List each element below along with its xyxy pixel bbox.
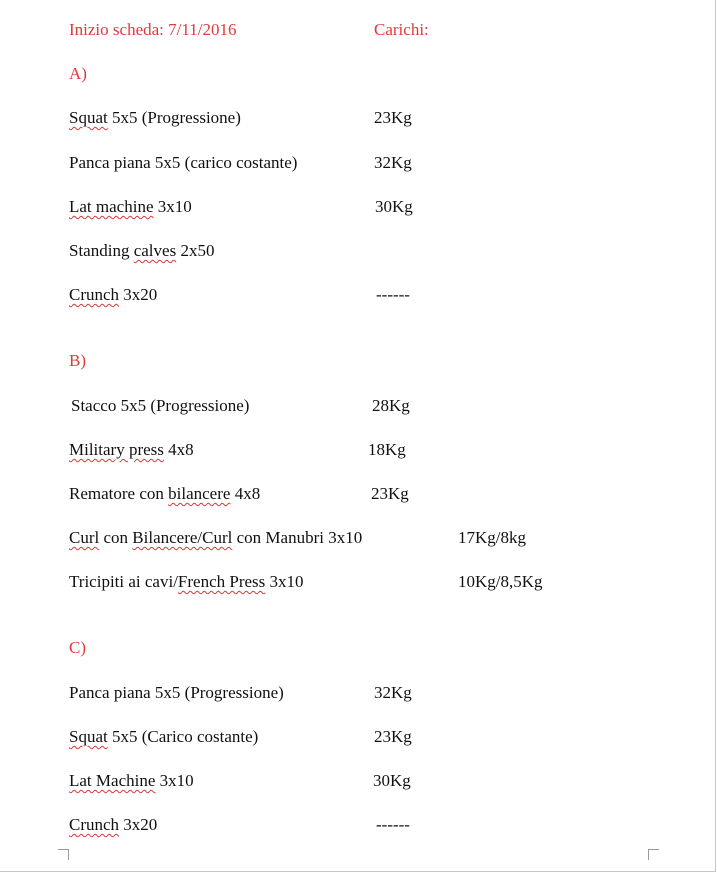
exercise-name-part: Tricipiti ai cavi/ [69, 572, 178, 591]
exercise-name-part: 4x8 [230, 484, 261, 503]
exercise-name [69, 727, 258, 747]
exercise-name-part: French Press [177, 572, 266, 591]
exercise-name-part: Standing [69, 241, 134, 260]
exercise-name [69, 440, 194, 460]
exercise-load: 17Kg/8kg [458, 528, 526, 547]
exercise-name-part: 3x10 [265, 572, 304, 591]
exercise-name: Stacco 5x5 (Progressione) [71, 396, 250, 415]
exercise-name-part: Lat Machine [69, 771, 156, 790]
exercise-name [69, 484, 260, 504]
exercise-name-part: Lat machine [69, 197, 154, 216]
exercise-load: 30Kg [373, 771, 411, 790]
exercise-name [69, 197, 192, 217]
exercise-load: 23Kg [371, 484, 409, 503]
exercise-name [69, 108, 241, 128]
exercise-load: 32Kg [374, 683, 412, 702]
exercise-name [69, 285, 157, 305]
exercise-name: Panca piana 5x5 (Progressione) [69, 683, 284, 702]
exercise-name-part: 3x10 [153, 197, 192, 216]
exercise-name-part: calves [133, 241, 177, 260]
exercise-load: 30Kg [375, 197, 413, 216]
exercise-name-part: Curl [69, 528, 100, 547]
exercise-name-part: Bilancere/Curl [132, 528, 233, 547]
exercise-name [69, 572, 304, 592]
start-date-heading: Inizio scheda: 7/11/2016 [69, 20, 237, 39]
section-a-label: A) [69, 64, 87, 83]
exercise-load: 18Kg [368, 440, 406, 459]
exercise-load: 28Kg [372, 396, 410, 415]
exercise-name-part: Crunch [69, 815, 120, 834]
exercise-name-part: 3x20 [119, 285, 158, 304]
exercise-name [69, 241, 214, 261]
exercise-name-part: 5x5 (Carico costante) [107, 727, 259, 746]
exercise-name-part: con Manubri 3x10 [232, 528, 363, 547]
exercise-name-part: 3x20 [119, 815, 158, 834]
exercise-load: 23Kg [374, 108, 412, 127]
exercise-name [69, 815, 157, 835]
exercise-load: ------ [376, 285, 410, 304]
exercise-name-part: Squat [69, 108, 108, 127]
exercise-name-part: Squat [69, 727, 108, 746]
exercise-name-part: 2x50 [176, 241, 215, 260]
exercise-load: 32Kg [374, 153, 412, 172]
exercise-name [69, 771, 194, 791]
exercise-name [69, 528, 362, 548]
margin-corner-mark [648, 849, 659, 860]
section-c-label: C) [69, 638, 86, 657]
exercise-load: ------ [376, 815, 410, 834]
loads-heading: Carichi: [374, 20, 429, 39]
exercise-name-part: 3x10 [155, 771, 194, 790]
margin-corner-mark [58, 849, 69, 860]
exercise-load: 23Kg [374, 727, 412, 746]
exercise-name: Panca piana 5x5 (carico costante) [69, 153, 298, 172]
section-b-label: B) [69, 351, 86, 370]
exercise-name-part: con [99, 528, 133, 547]
exercise-name-part: 5x5 (Progressione) [107, 108, 241, 127]
exercise-name-part: Rematore con [69, 484, 169, 503]
exercise-name-part: Crunch [69, 285, 120, 304]
exercise-name-part: Military press [69, 440, 164, 459]
exercise-name-part: bilancere [168, 484, 231, 503]
exercise-load: 10Kg/8,5Kg [458, 572, 543, 591]
exercise-name-part: 4x8 [163, 440, 194, 459]
